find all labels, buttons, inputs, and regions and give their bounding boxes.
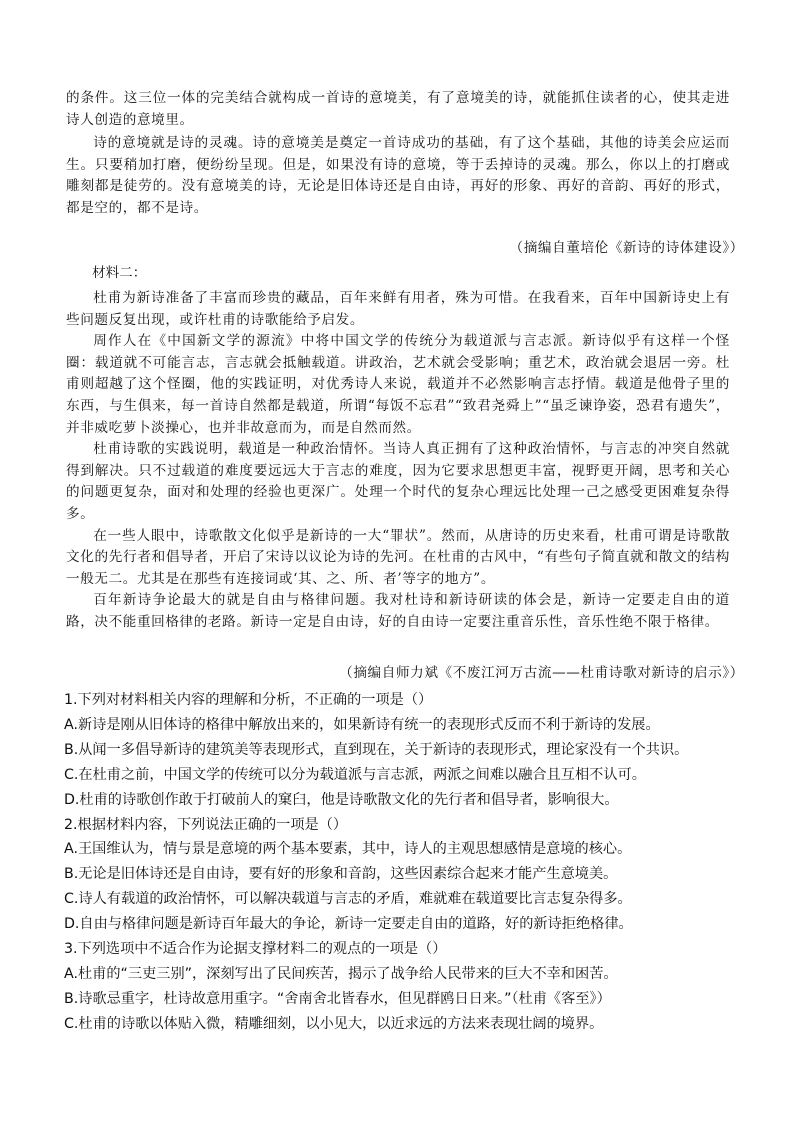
paragraph: 的条件。这三位一体的完美结合就构成一首诗的意境美，有了意境美的诗，就能抓住读者的心，使其走进诗人创造的意境里。 [66, 90, 730, 128]
question-stem: 3.下列选项中不适合作为论据支撑材料二的观点的一项是（） [64, 941, 447, 958]
material-one-source: （摘编自董培伦《新诗的诗体建设》） [509, 240, 744, 256]
questions-block [64, 688, 744, 1037]
paragraph: 诗的意境就是诗的灵魂。诗的意境美是奠定一首诗成功的基础，有了这个基础，其他的诗美会应运而生。只要稍加打磨，便纷纷呈现。但是，如果没有诗的意境，等于丢掉诗的灵魂。那么，你以上的打磨或雕刻都是徒劳的。没有意境美的诗，无论是旧体诗还是自由诗，再好的形象、再好的音韵、再好的形式，都是空的，都不是诗。 [66, 135, 730, 216]
paragraph: 杜甫为新诗准备了丰富而珍贵的藏品，百年来鲜有用者，殊为可惜。在我看来，百年中国新诗史上有些问题反复出现，或许杜甫的诗歌能给予启发。 [66, 290, 730, 328]
answer-option: D.杜甫的诗歌创作敢于打破前人的窠臼，他是诗歌散文化的先行者和倡导者，影响很大。 [64, 791, 619, 808]
question-stem: 2.根据材料内容，下列说法正确的一项是（） [64, 816, 348, 833]
material-two-source: （摘编自师力斌《不废江河万古流——杜甫诗歌对新诗的启示》） [339, 665, 744, 681]
answer-option: B.诗歌忌重字，杜诗故意用重字。“舍南舍北皆春水，但见群鸥日日来。”（杜甫《客至》） [64, 990, 611, 1007]
answer-option: A.王国维认为，情与景是意境的两个基本要素，其中，诗人的主观思想感情是意境的核心。 [64, 841, 632, 858]
answer-option: B.无论是旧体诗还是自由诗，要有好的形象和音韵，这些因素综合起来才能产生意境美。 [64, 866, 618, 883]
answer-option: C.诗人有载道的政治情怀，可以解决载道与言志的矛盾，难就难在载道要比言志复杂得多。 [64, 891, 632, 908]
material-one-continuation [66, 88, 730, 220]
answer-option: A.新诗是刚从旧体诗的格律中解放出来的，如果新诗有统一的表现形式反而不利于新诗的发展。 [64, 716, 660, 733]
paragraph: 百年新诗争论最大的就是自由与格律问题。我对杜诗和新诗研读的体会是，新诗一定要走自由的道路，决不能重回格律的老路。新诗一定是自由诗，好的自由诗一定要注重音乐性，音乐性绝不限于格律。 [66, 592, 730, 630]
answer-option: A.杜甫的“三吏三别”，深刻写出了民间疾苦，揭示了战争给人民带来的巨大不幸和困苦。 [64, 965, 618, 982]
material-two-body [66, 288, 730, 634]
answer-option: D.自由与格律问题是新诗百年最大的争论，新诗一定要走自由的道路，好的新诗拒绝格律。 [64, 916, 633, 933]
paragraph: 杜甫诗歌的实践说明，载道是一种政治情怀。当诗人真正拥有了这种政治情怀，与言志的冲突自然就得到解决。只不过载道的难度要远远大于言志的难度，因为它要求思想更丰富，视野更开阔，思考和关心的问题更复杂，面对和处理的经验也更深广。处理一个时代的复杂心理远比处理一己之感受更困难复杂得多。 [66, 441, 730, 522]
answer-option: C.杜甫的诗歌以体贴入微，精雕细刻，以小见大，以近求远的方法来表现壮阔的境界。 [64, 1015, 604, 1032]
paragraph: 周作人在《中国新文学的源流》中将中国文学的传统分为载道派与言志派。新诗似乎有这样一个怪圈：载道就不可能言志，言志就会抵触载道。讲政治，艺术就会受影响；重艺术，政治就会退居一旁。杜甫则超越了这个怪圈，他的实践证明，对优秀诗人来说，载道并不必然影响言志抒情。载道是他骨子里的东西，与生俱来，每一首诗自然都是载道，所谓“每饭不忘君”“致君尧舜上”“虽乏谏诤姿，恐君有遗失”，并非威吃萝卜淡操心，也并非故意而为，而是自然而然。 [66, 333, 730, 436]
paragraph: 在一些人眼中，诗歌散文化似乎是新诗的一大“罪状”。然而，从唐诗的历史来看，杜甫可谓是诗歌散文化的先行者和倡导者，开启了宋诗以议论为诗的先河。在杜甫的古风中，“有些句子简直就和散文的结构一般无二。尤其是在那些有连接词或‘其、之、所、者’等字的地方”。 [66, 527, 730, 587]
answer-option: C.在杜甫之前，中国文学的传统可以分为载道派与言志派，两派之间难以融合且互相不认可。 [64, 766, 646, 783]
answer-option: B.从闻一多倡导新诗的建筑美等表现形式，直到现在，关于新诗的表现形式，理论家没有一个共识。 [64, 741, 689, 758]
material-two-label: 材料二： [92, 265, 147, 281]
question-stem: 1.下列对材料相关内容的理解和分析，不正确的一项是（） [64, 692, 433, 708]
